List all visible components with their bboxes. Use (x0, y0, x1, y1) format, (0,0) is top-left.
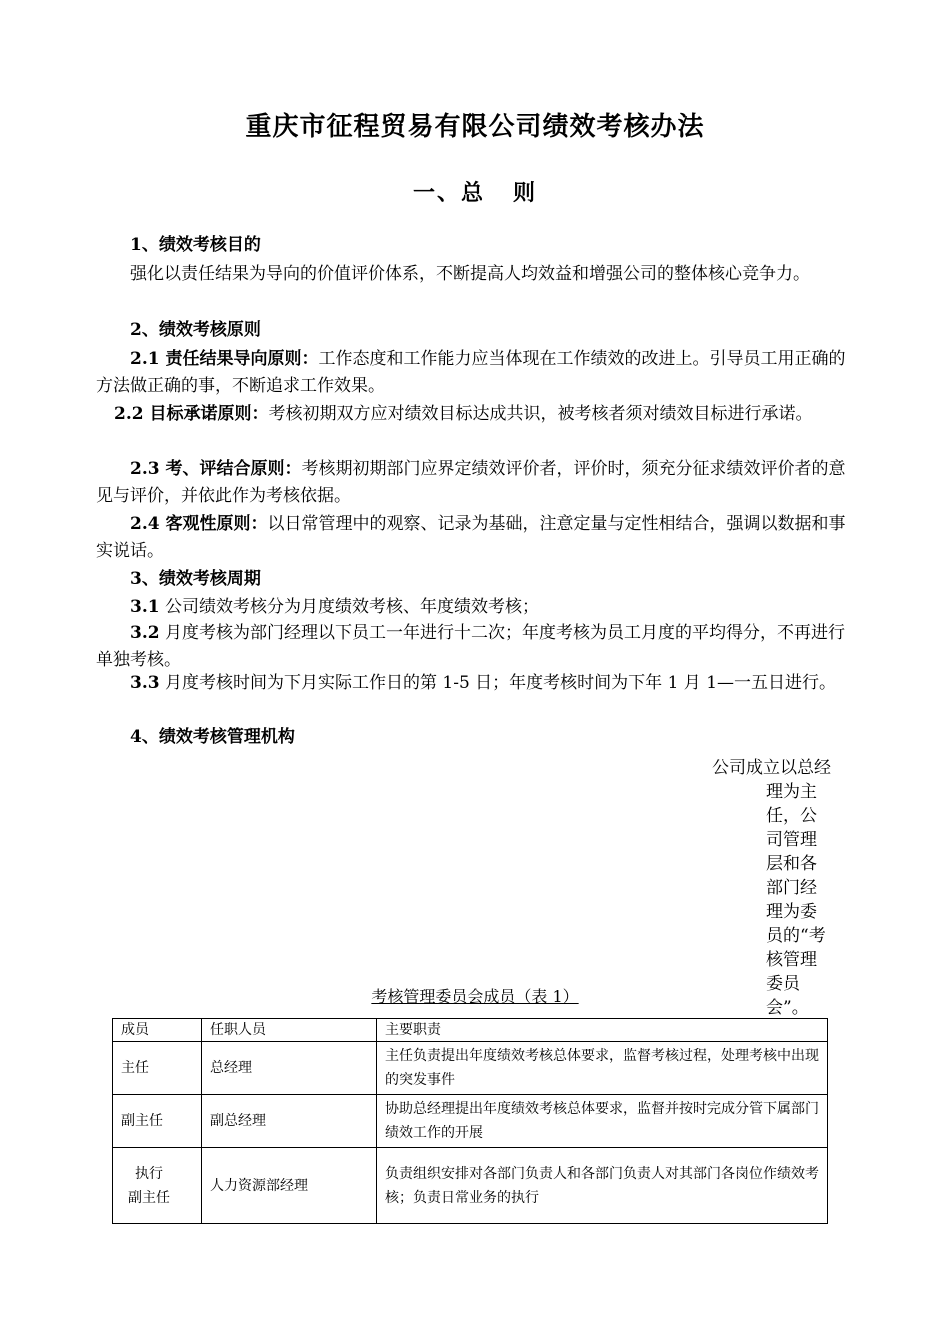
heading-organization: 4、绩效考核管理机构 (130, 727, 295, 747)
principle-2-1-text: 工作态度和工作能力应当体现在工作绩效的改进上。引导员工用正确的方法做正确的事，不断追求工作效果。 (96, 349, 846, 396)
heading-cycle: 3、绩效考核周期 (130, 569, 261, 589)
committee-members-table (112, 1018, 828, 1224)
principle-2-2-text: 考核初期双方应对绩效目标达成共识，被考核者须对绩效目标进行承诺。 (268, 404, 813, 424)
cycle-3-2-label: 3.2 (130, 623, 160, 643)
section-heading-word: 则 (513, 180, 538, 206)
cell-position: 人力资源部经理 (202, 1148, 377, 1224)
cell-member-line-2: 副主任 (128, 1189, 170, 1206)
header-member: 成员 (113, 1019, 202, 1042)
cycle-3-3-text: 月度考核时间为下月实际工作日的第 1-5 日；年度考核时间为下年 1 月 1—一五日进行。 (159, 673, 837, 693)
header-position: 任职人员 (202, 1019, 377, 1042)
cell-position: 总经理 (202, 1042, 377, 1095)
principle-2-4-label: 2.4 客观性原则： (130, 514, 268, 534)
paragraph-principle-2-3 (96, 456, 858, 510)
table-row (113, 1042, 828, 1095)
paragraph-principle-2-4 (96, 511, 858, 565)
organization-note (712, 756, 852, 1020)
principle-2-3-label: 2.3 考、评结合原则： (130, 459, 302, 479)
organization-note-rest: 理为主任，公司管理层和各部门经理为委员的“考核管理委员会”。 (766, 782, 826, 1018)
heading-principles: 2、绩效考核原则 (130, 320, 261, 340)
cycle-3-2-text: 月度考核为部门经理以下员工一年进行十二次；年度考核为员工月度的平均得分，不再进行单独考核。 (96, 623, 845, 670)
principle-2-1-label: 2.1 责任结果导向原则： (130, 349, 319, 369)
cell-duties: 主任负责提出年度绩效考核总体要求，监督考核过程，处理考核中出现的突发事件 (377, 1042, 828, 1095)
section-heading-num: 一、总 (412, 180, 485, 206)
organization-note-first-line: 公司成立以总经 (712, 758, 831, 778)
paragraph-cycle-3-3 (96, 670, 858, 697)
cycle-3-1-text: 公司绩效考核分为月度绩效考核、年度绩效考核； (159, 597, 539, 617)
table-caption (0, 984, 950, 1007)
cell-member: 副主任 (113, 1095, 202, 1148)
cell-member: 主任 (113, 1042, 202, 1095)
cell-duties: 协助总经理提出年度绩效考核总体要求，监督并按时完成分管下属部门绩效工作的开展 (377, 1095, 828, 1148)
header-duties: 主要职责 (377, 1019, 828, 1042)
table-row (113, 1148, 828, 1224)
table-caption-text: 考核管理委员会成员（表 1） (371, 987, 579, 1006)
paragraph-cycle-3-2 (96, 620, 858, 674)
paragraph-cycle-3-1 (96, 594, 858, 621)
cell-member-line-1: 执行 (135, 1165, 163, 1182)
cycle-3-3-label: 3.3 (130, 673, 160, 693)
principle-2-2-label: 2.2 目标承诺原则： (114, 404, 269, 424)
table-row (113, 1095, 828, 1148)
document-title: 重庆市征程贸易有限公司绩效考核办法 (245, 112, 705, 142)
paragraph-principle-2-2 (96, 401, 858, 428)
principle-2-3-text: 考核期初期部门应界定绩效评价者，评价时，须充分征求绩效评价者的意见与评价，并依此作为考核依据。 (96, 459, 846, 506)
section-heading (0, 176, 950, 207)
cell-position: 副总经理 (202, 1095, 377, 1148)
cycle-3-1-label: 3.1 (130, 597, 160, 617)
cell-duties: 负责组织安排对各部门负责人和各部门负责人对其部门各岗位作绩效考核；负责日常业务的执行 (377, 1148, 828, 1224)
principle-2-4-text: 以日常管理中的观察、记录为基础，注意定量与定性相结合，强调以数据和事实说话。 (96, 514, 846, 561)
table-header-row (113, 1019, 828, 1042)
heading-purpose: 1、绩效考核目的 (130, 235, 261, 255)
paragraph-purpose: 强化以责任结果为导向的价值评价体系，不断提高人均效益和增强公司的整体核心竞争力。 (130, 264, 810, 284)
cell-member (113, 1148, 202, 1224)
paragraph-principle-2-1 (96, 346, 858, 400)
